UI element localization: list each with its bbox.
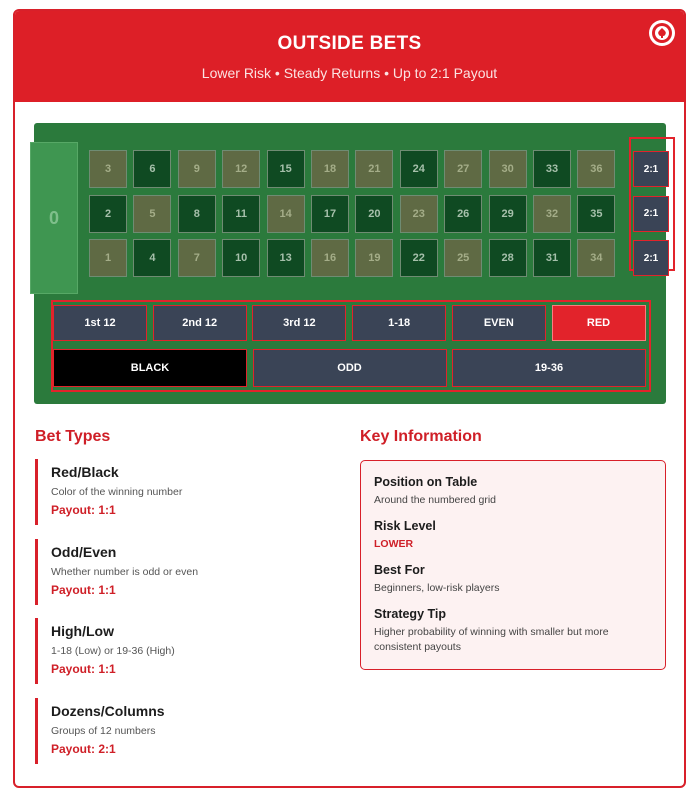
number-cell[interactable]: 2: [89, 195, 127, 233]
outside-bets-card: [13, 9, 686, 788]
bet-type-payout: Payout: 2:1: [51, 742, 116, 757]
header: [15, 11, 684, 102]
page-subtitle: Lower Risk • Steady Returns • Up to 2:1 Payout: [201, 65, 498, 81]
info-label: Best For: [374, 563, 425, 577]
red-bet[interactable]: RED: [552, 305, 646, 341]
number-cell[interactable]: 26: [444, 195, 482, 233]
bet-types-title: Bet Types: [35, 428, 111, 445]
high-bet[interactable]: 19-36: [452, 349, 646, 387]
key-info-title: Key Information: [360, 428, 482, 445]
bet-type-description: Color of the winning number: [51, 486, 183, 498]
number-cell[interactable]: 6: [133, 150, 171, 188]
bet-type-description: 1-18 (Low) or 19-36 (High): [51, 645, 175, 658]
number-cell[interactable]: 8: [178, 195, 216, 233]
number-cell[interactable]: 20: [355, 195, 393, 233]
odd-bet[interactable]: ODD: [253, 349, 447, 387]
info-label: Risk Level: [374, 519, 436, 533]
bet-type-description: Groups of 12 numbers: [51, 725, 156, 738]
bet-type-item: [35, 539, 335, 605]
bet-type-description: Whether number is odd or even: [51, 565, 199, 578]
number-cell[interactable]: 34: [577, 239, 615, 277]
number-cell[interactable]: 32: [533, 195, 571, 233]
number-cell[interactable]: 4: [133, 239, 171, 277]
bet-type-payout: Payout: 1:1: [51, 582, 116, 597]
info-label: Strategy Tip: [374, 607, 447, 621]
number-cell[interactable]: 11: [222, 195, 260, 233]
bet-type-item: [35, 459, 335, 525]
number-cell[interactable]: 3: [89, 150, 127, 188]
info-value: Higher probability of winning with smaller but more consistent payouts: [374, 626, 609, 653]
bet-type-payout: Payout: 1:1: [51, 662, 116, 677]
column-bet-button[interactable]: 2:1: [633, 151, 669, 187]
number-cell[interactable]: 21: [355, 150, 393, 188]
number-cell[interactable]: 16: [311, 239, 349, 277]
info-value: Beginners, low-risk players: [374, 582, 500, 594]
number-cell[interactable]: 7: [178, 239, 216, 277]
bet-type-item: [35, 698, 335, 764]
number-cell[interactable]: 17: [311, 195, 349, 233]
number-cell[interactable]: 35: [577, 195, 615, 233]
number-cell[interactable]: 28: [489, 239, 527, 277]
number-cell[interactable]: 5: [133, 195, 171, 233]
number-cell[interactable]: 1: [89, 239, 127, 277]
number-cell[interactable]: 29: [489, 195, 527, 233]
info-label: Position on Table: [374, 475, 478, 489]
black-bet[interactable]: BLACK: [53, 349, 247, 387]
bet-type-name: Odd/Even: [51, 543, 117, 560]
number-cell[interactable]: 10: [222, 239, 260, 277]
number-cell[interactable]: 14: [267, 195, 305, 233]
column-bet-button[interactable]: 2:1: [633, 240, 669, 276]
roulette-table: [34, 123, 666, 404]
number-cell[interactable]: 23: [400, 195, 438, 233]
info-position: [374, 475, 652, 508]
number-cell[interactable]: 18: [311, 150, 349, 188]
number-cell[interactable]: 24: [400, 150, 438, 188]
number-cell[interactable]: 13: [267, 239, 305, 277]
bet-type-payout: Payout: 1:1: [51, 503, 116, 517]
even-bet[interactable]: EVEN: [452, 305, 546, 341]
number-cell[interactable]: 36: [577, 150, 615, 188]
bet-type-name: Red/Black: [51, 464, 119, 480]
casino-chip-logo-icon: [648, 19, 676, 47]
number-cell[interactable]: 12: [222, 150, 260, 188]
number-cell[interactable]: 33: [533, 150, 571, 188]
info-risk: [374, 519, 652, 552]
number-cell[interactable]: 25: [444, 239, 482, 277]
info-strategy-tip: [374, 607, 652, 655]
risk-level-value: LOWER: [374, 538, 414, 550]
bet-type-item: [35, 618, 335, 684]
number-cell[interactable]: 30: [489, 150, 527, 188]
dozen-3-bet[interactable]: 3rd 12: [252, 305, 346, 341]
number-cell[interactable]: 31: [533, 239, 571, 277]
number-cell[interactable]: 9: [178, 150, 216, 188]
info-value: Around the numbered grid: [374, 494, 496, 506]
number-cell[interactable]: 22: [400, 239, 438, 277]
bet-type-name: Dozens/Columns: [51, 703, 165, 720]
bet-type-name: High/Low: [51, 623, 114, 640]
dozen-1-bet[interactable]: 1st 12: [53, 305, 147, 341]
dozen-2-bet[interactable]: 2nd 12: [153, 305, 247, 341]
number-cell[interactable]: 15: [267, 150, 305, 188]
page-title: OUTSIDE BETS: [277, 33, 422, 54]
info-best-for: [374, 563, 652, 596]
number-cell[interactable]: 19: [355, 239, 393, 277]
number-cell[interactable]: 27: [444, 150, 482, 188]
key-info-box: [360, 460, 666, 670]
zero-pocket[interactable]: 0: [30, 142, 78, 294]
column-bet-button[interactable]: 2:1: [633, 196, 669, 232]
low-bet[interactable]: 1-18: [352, 305, 446, 341]
